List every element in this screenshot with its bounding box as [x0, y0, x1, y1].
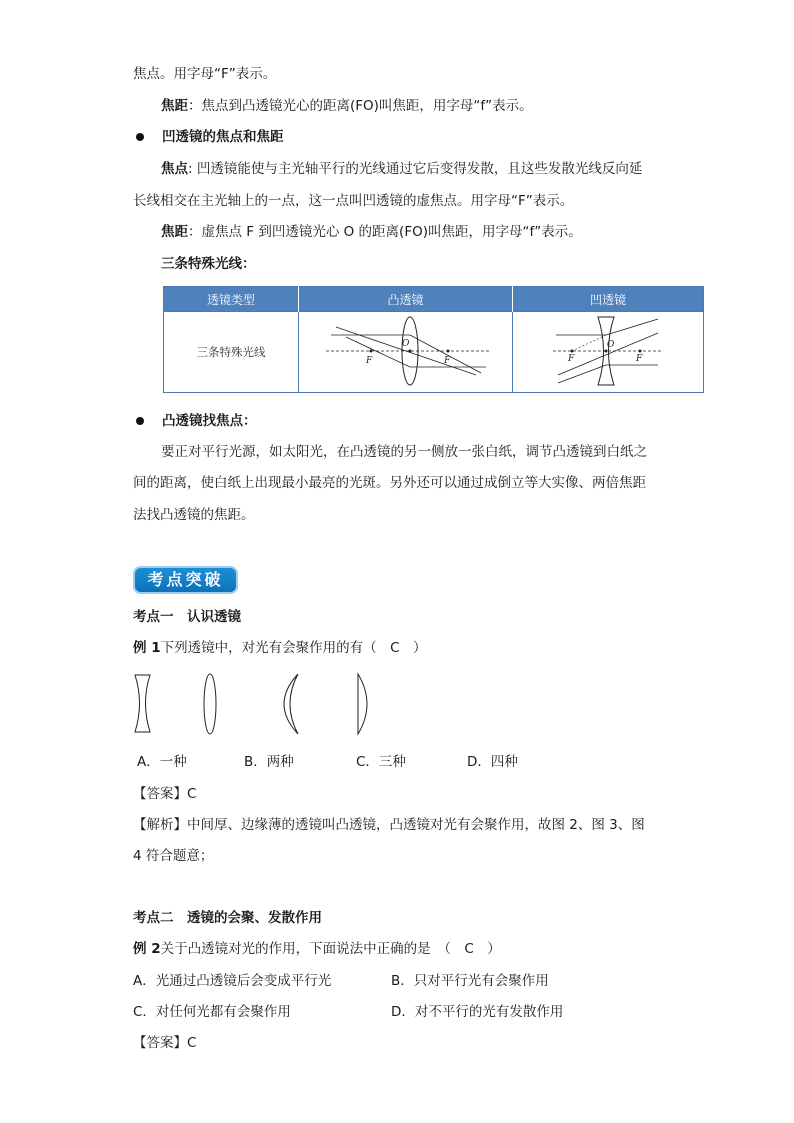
bullet-icon [136, 417, 144, 425]
biconvex-lens-icon [204, 674, 216, 734]
concave-focus-text-1: : 凹透镜能使与主光轴平行的光线通过它后变得发散，且这些发散光线反向延 [188, 161, 643, 177]
meniscus-lens-icon [284, 674, 298, 734]
table-row-label: 三条特殊光线 [164, 312, 299, 393]
concave-focus-paragraph [161, 159, 642, 179]
table-header-type: 透镜类型 [164, 287, 299, 312]
find-focus-line-3: 法找凸透镜的焦距。 [133, 507, 255, 523]
example2-question-text: 关于凸透镜对光的作用，下面说法中正确的是 （ C ） [160, 941, 501, 957]
example1-question-text: 下列透镜中，对光有会聚作用的有（ C ） [160, 640, 427, 656]
table-header-row [164, 287, 704, 312]
concave-label-f-right: F [636, 353, 643, 364]
concave-diagram-cell [513, 312, 704, 393]
table-header-convex: 凸透镜 [299, 287, 513, 312]
example2-label: 例 2 [133, 941, 161, 957]
convex-label-f-left: F [365, 355, 372, 366]
concave-focal-paragraph [161, 222, 582, 242]
example1-option-c: C．三种 [356, 754, 406, 770]
concave-lens-diagram [548, 313, 668, 389]
point2-title: 考点二 透镜的会聚、发散作用 [133, 910, 322, 926]
plano-convex-lens-icon [358, 674, 367, 734]
table-row [164, 312, 704, 393]
example1-question [133, 638, 427, 658]
lens-shapes-figure [130, 670, 390, 740]
example2-option-b: B．只对平行光有会聚作用 [391, 973, 549, 989]
concave-focus-text-2: 长线相交在主光轴上的一点，这一点叫凹透镜的虚焦点。用字母“F”表示。 [133, 193, 574, 209]
concave-focus-label: 焦点 [161, 161, 188, 177]
example1-analysis-2: 4 符合题意； [133, 848, 214, 864]
point1-title: 考点一 认识透镜 [133, 609, 241, 625]
example2-option-a: A．光通过凸透镜后会变成平行光 [133, 973, 332, 989]
example2-answer: 【答案】C [133, 1035, 197, 1051]
convex-diagram-cell [299, 312, 513, 393]
example2-option-d: D．对不平行的光有发散作用 [391, 1004, 564, 1020]
concave-label-f-left: F [568, 353, 575, 364]
example1-analysis-1: 【解析】中间厚、边缘薄的透镜叫凸透镜，凸透镜对光有会聚作用，故图 2、图 3、图 [133, 817, 645, 833]
example1-label: 例 1 [133, 640, 161, 656]
find-focus-heading: 凸透镜找焦点： [162, 413, 257, 429]
find-focus-line-2: 间的距离，使白纸上出现最小最亮的光斑。另外还可以通过成倒立等大实像、两倍焦距 [133, 475, 646, 491]
concave-label-o: O [607, 339, 615, 350]
example1-option-b: B．两种 [244, 754, 294, 770]
example2-option-c: C．对任何光都有会聚作用 [133, 1004, 291, 1020]
bullet-icon [136, 133, 144, 141]
section-badge: 考点突破 [133, 566, 238, 594]
intro-line-1: 焦点。用字母“F”表示。 [133, 66, 277, 82]
lens-rays-table [163, 286, 704, 393]
convex-lens-diagram [306, 313, 506, 389]
special-rays-heading: 三条特殊光线： [161, 256, 256, 272]
example1-option-a: A．一种 [137, 754, 187, 770]
convex-focal-text: ：焦点到凸透镜光心的距离(FO)叫焦距，用字母“f”表示。 [188, 98, 533, 114]
convex-label-o: O [401, 338, 409, 349]
table-header-concave: 凹透镜 [513, 287, 704, 312]
convex-label-f-right: F [443, 355, 450, 366]
example2-question [133, 939, 501, 959]
convex-focal-label: 焦距 [161, 98, 188, 114]
concave-focal-label: 焦距 [161, 224, 188, 240]
concave-heading: 凹透镜的焦点和焦距 [162, 129, 284, 145]
convex-focal-paragraph [161, 96, 533, 116]
concave-focal-text: ：虚焦点 F 到凹透镜光心 O 的距离(FO)叫焦距，用字母“f”表示。 [188, 224, 582, 240]
biconcave-lens-icon [135, 675, 150, 732]
example1-answer: 【答案】C [133, 786, 197, 802]
find-focus-line-1: 要正对平行光源，如太阳光，在凸透镜的另一侧放一张白纸，调节凸透镜到白纸之 [161, 444, 647, 460]
example1-option-d: D．四种 [467, 754, 518, 770]
